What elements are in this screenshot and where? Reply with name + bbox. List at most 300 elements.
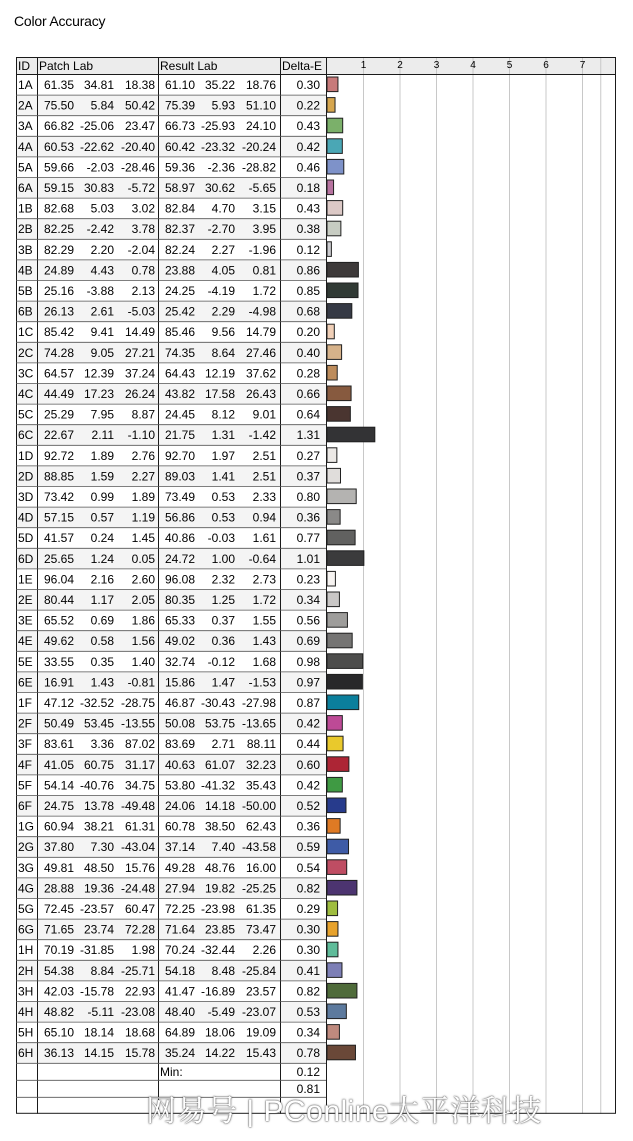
cell-delta-e: 0.30 [296,922,320,937]
cell-delta-e: 0.43 [296,119,320,134]
cell-id: 5H [18,1025,34,1040]
cell-result-b: -1.53 [248,675,276,690]
delta-e-bar [327,592,339,607]
cell-result-b: -25.25 [241,881,276,896]
cell-result-b: 0.94 [252,510,276,525]
cell-result-l: 96.08 [164,572,195,587]
cell-delta-e: 0.38 [296,222,320,237]
cell-patch-a: 18.14 [83,1025,114,1040]
cell-patch-a: -2.03 [86,160,114,175]
delta-e-bar [327,942,338,957]
delta-e-bar [327,242,331,257]
cell-patch-a: 0.24 [90,531,114,546]
delta-e-bar [327,654,363,669]
cell-patch-a: 13.78 [83,799,114,813]
delta-e-bar [327,489,356,504]
cell-id: 2G [18,840,35,855]
cell-delta-e: 0.42 [296,139,320,154]
cell-patch-a: 2.20 [90,242,114,257]
cell-id: 5B [18,284,33,298]
cell-patch-a: 0.69 [90,613,114,628]
delta-e-bar [327,839,349,854]
cell-patch-l: 83.61 [43,737,74,752]
cell-patch-b: -28.75 [120,696,155,710]
cell-patch-b: 0.78 [131,263,155,278]
cell-patch-a: 2.11 [91,428,114,443]
cell-patch-a: -15.78 [79,984,114,999]
delta-e-bar [327,695,359,710]
cell-delta-e: 0.29 [296,902,320,916]
cell-delta-e: 0.30 [296,943,320,958]
cell-patch-a: -22.62 [79,139,114,154]
delta-e-bar [327,304,352,319]
delta-e-bar [327,510,340,525]
cell-patch-a: 60.75 [83,757,114,772]
delta-e-bar [327,716,342,731]
delta-e-bar [327,159,344,174]
cell-id: 2E [18,593,33,607]
delta-e-bar [327,963,342,978]
delta-e-bar [327,77,338,92]
column-header: Result Lab [160,59,218,73]
cell-patch-b: 2.60 [131,572,155,587]
cell-patch-a: 1.89 [90,448,114,463]
chart-title: Color Accuracy [14,13,106,29]
delta-e-bar [327,674,362,689]
cell-id: 4G [18,881,35,896]
cell-result-l: 73.49 [164,490,195,504]
cell-id: 6C [18,428,34,443]
cell-patch-a: -31.85 [79,943,114,958]
cell-id: 3D [18,490,34,504]
delta-e-bar [327,983,357,998]
cell-result-a: 38.50 [204,819,235,834]
cell-result-a: -5.49 [207,1005,235,1019]
cell-result-l: 27.94 [164,881,195,896]
cell-id: 6A [18,181,33,195]
cell-result-a: -0.12 [207,654,235,669]
cell-result-l: 40.63 [164,757,195,772]
cell-result-b: -43.58 [241,840,276,855]
cell-patch-a: -23.57 [79,902,114,916]
cell-id: 1B [18,201,33,216]
cell-result-b: 2.26 [252,943,276,958]
cell-result-b: 9.01 [252,407,276,422]
cell-id: 4B [18,263,33,278]
cell-patch-a: 2.16 [90,572,114,587]
cell-delta-e: 0.60 [296,757,320,772]
cell-result-b: -4.98 [248,304,276,319]
delta-e-bar [327,757,349,772]
cell-delta-e: 0.53 [296,1005,320,1019]
cell-delta-e: 0.66 [296,387,320,401]
cell-result-a: -41.32 [200,778,235,793]
cell-patch-b: 31.17 [124,757,155,772]
cell-result-a: 2.29 [211,304,235,319]
cell-result-a: 1.41 [211,469,235,484]
cell-delta-e: 0.56 [296,613,320,628]
cell-result-b: 2.33 [252,490,276,504]
cell-result-a: 8.48 [211,963,235,978]
delta-e-bar [327,386,351,401]
cell-delta-e: 0.40 [296,345,320,360]
cell-delta-e: 0.23 [296,572,320,587]
cell-result-l: 40.86 [164,531,195,546]
cell-result-b: -25.84 [241,963,276,978]
cell-result-l: 21.75 [164,428,195,443]
cell-result-l: 64.43 [164,366,195,381]
delta-e-bar [327,613,347,628]
cell-patch-l: 59.66 [43,160,74,175]
cell-result-b: 1.43 [252,634,276,649]
cell-delta-e: 0.97 [296,675,320,690]
cell-patch-a: 19.36 [83,881,114,896]
cell-patch-b: 1.56 [131,634,155,649]
cell-result-b: 2.51 [252,469,276,484]
delta-e-bar [327,283,358,298]
delta-e-bar [327,345,342,360]
axis-tick-label: 6 [543,60,549,71]
delta-e-bar [327,1025,339,1040]
cell-delta-e: 0.87 [296,696,320,710]
cell-patch-l: 44.49 [43,387,74,401]
cell-result-a: 14.18 [204,799,235,813]
cell-patch-l: 88.85 [43,469,74,484]
cell-result-a: 0.53 [211,490,235,504]
cell-result-a: 61.07 [204,757,235,772]
cell-result-l: 46.87 [164,696,195,710]
cell-patch-b: 2.05 [131,593,155,607]
cell-id: 3E [18,613,33,628]
column-header: ID [18,59,30,73]
cell-patch-a: 2.61 [90,304,114,319]
cell-patch-a: 30.83 [83,181,114,195]
cell-patch-b: 37.24 [124,366,155,381]
cell-delta-e: 0.52 [296,799,320,813]
cell-delta-e: 0.20 [296,325,320,340]
cell-patch-a: 4.43 [90,263,114,278]
cell-result-l: 43.82 [164,387,195,401]
cell-id: 4E [18,634,33,649]
cell-result-l: 75.39 [164,98,195,113]
cell-patch-a: 1.59 [90,469,114,484]
cell-patch-l: 36.13 [43,1046,74,1061]
cell-id: 6H [18,1046,34,1061]
cell-id: 1C [18,325,34,340]
cell-result-l: 15.86 [164,675,195,690]
cell-patch-a: 0.57 [90,510,114,525]
cell-result-b: 15.43 [245,1046,276,1061]
cell-patch-l: 22.67 [43,428,74,443]
cell-patch-l: 41.57 [43,531,74,546]
cell-patch-l: 70.19 [43,943,74,958]
cell-id: 2F [18,716,33,731]
delta-e-bar [327,201,343,216]
watermark: 网易号 | PConline太平洋科技 [146,1095,542,1128]
cell-id: 2C [18,345,34,360]
cell-result-b: -50.00 [241,799,276,813]
cell-patch-l: 49.62 [43,634,74,649]
cell-result-l: 59.36 [164,160,195,175]
cell-result-l: 82.37 [164,222,195,237]
axis-tick-label: 3 [433,60,440,71]
cell-result-a: -23.98 [200,902,235,916]
cell-result-a: 8.12 [211,407,235,422]
cell-result-l: 49.02 [164,634,195,649]
cell-patch-a: 9.05 [90,345,114,360]
cell-result-a: 7.40 [211,840,235,855]
cell-patch-b: 15.78 [124,1046,155,1061]
cell-result-b: 1.55 [252,613,276,628]
axis-tick-label: 2 [397,60,403,71]
cell-result-l: 82.24 [164,242,195,257]
cell-patch-l: 50.49 [43,716,74,731]
cell-result-b: 14.79 [245,325,276,340]
cell-result-l: 50.08 [164,716,195,731]
cell-id: 5C [18,407,34,422]
cell-patch-b: 72.28 [124,922,155,937]
cell-patch-l: 82.25 [43,222,74,237]
cell-result-a: 9.56 [211,325,235,340]
cell-delta-e: 0.82 [296,984,320,999]
cell-patch-b: -2.04 [127,242,155,257]
cell-patch-l: 25.65 [43,551,74,566]
cell-result-l: 80.35 [164,593,195,607]
cell-delta-e: 1.31 [296,428,320,443]
cell-result-l: 71.64 [164,922,195,937]
cell-id: 3H [18,984,34,999]
cell-patch-l: 65.52 [43,613,74,628]
cell-patch-a: 8.84 [90,963,114,978]
cell-result-a: -4.19 [207,284,235,298]
cell-patch-b: 23.47 [124,119,155,134]
cell-result-l: 49.28 [164,860,195,875]
cell-result-a: -2.70 [207,222,235,237]
cell-result-l: 66.73 [164,119,195,134]
axis-tick-label: 5 [506,60,513,71]
cell-patch-a: 5.84 [90,98,114,113]
cell-result-a: -30.43 [200,696,235,710]
cell-result-b: 1.72 [252,593,276,607]
cell-patch-b: -24.48 [120,881,155,896]
cell-patch-a: -32.52 [79,696,114,710]
cell-patch-b: 3.02 [131,201,155,216]
cell-patch-b: 1.98 [131,943,155,958]
cell-delta-e: 0.18 [296,181,320,195]
cell-result-l: 72.25 [164,902,195,916]
cell-delta-e: 0.80 [296,490,320,504]
cell-patch-b: -43.04 [120,840,155,855]
cell-result-l: 61.10 [164,78,195,92]
cell-patch-a: 1.24 [90,551,114,566]
cell-patch-a: 0.99 [90,490,114,504]
cell-result-l: 41.47 [164,984,195,999]
cell-patch-b: -25.71 [120,963,155,978]
cell-result-a: 0.36 [211,634,235,649]
cell-result-b: -1.42 [248,428,276,443]
cell-delta-e: 0.22 [296,98,320,113]
cell-patch-l: 48.82 [43,1005,74,1019]
summary-value: 0.81 [296,1081,320,1096]
cell-result-l: 35.24 [164,1046,195,1061]
cell-patch-b: 26.24 [124,387,155,401]
delta-e-bar [327,901,338,916]
delta-e-bar [327,407,350,422]
cell-result-l: 23.88 [164,263,195,278]
cell-patch-b: 1.86 [131,613,155,628]
delta-e-bar [327,139,342,154]
summary-label: Min: [160,1064,183,1079]
cell-patch-a: 17.23 [83,387,114,401]
delta-e-bar [327,427,375,442]
cell-patch-b: 2.13 [131,284,155,298]
cell-result-b: -5.65 [248,181,276,195]
cell-id: 2A [18,98,33,113]
delta-e-bar [327,880,357,895]
axis-tick-label: 7 [579,60,586,71]
cell-result-a: -32.44 [200,943,235,958]
cell-result-l: 24.06 [164,799,195,813]
cell-patch-l: 65.10 [43,1025,74,1040]
cell-patch-b: 0.05 [131,551,155,566]
cell-result-l: 24.72 [164,551,195,566]
cell-result-b: -20.24 [241,139,276,154]
cell-result-a: 1.25 [211,593,235,607]
cell-id: 5F [18,778,33,793]
cell-id: 6E [18,675,33,690]
cell-patch-l: 75.50 [43,98,74,113]
cell-result-l: 37.14 [164,840,195,855]
delta-e-bar [327,922,338,937]
cell-delta-e: 0.36 [296,819,320,834]
cell-patch-l: 57.15 [43,510,74,525]
cell-patch-b: 15.76 [124,860,155,875]
cell-result-b: 19.09 [245,1025,276,1040]
cell-patch-b: -23.08 [120,1005,155,1019]
cell-result-l: 65.33 [164,613,195,628]
cell-id: 2B [18,222,33,237]
cell-delta-e: 0.78 [296,1046,320,1061]
cell-result-b: -23.07 [241,1005,276,1019]
cell-id: 5G [18,902,35,916]
cell-patch-l: 96.04 [43,572,74,587]
cell-patch-b: 14.49 [124,325,155,340]
cell-result-b: 1.72 [252,284,276,298]
cell-patch-b: 87.02 [124,737,155,752]
cell-id: 6B [18,304,33,319]
cell-patch-l: 92.72 [43,448,74,463]
cell-patch-a: -5.11 [87,1005,114,1019]
column-header: Delta-E [282,59,323,73]
cell-result-a: 14.22 [204,1046,235,1061]
cell-result-a: 53.75 [204,716,235,731]
column-header: Patch Lab [39,59,94,73]
cell-patch-a: -40.76 [79,778,114,793]
cell-result-a: 5.93 [211,98,235,113]
cell-patch-l: 59.15 [43,181,74,195]
cell-id: 1F [18,696,33,710]
cell-patch-b: -0.81 [127,675,155,690]
delta-e-bar [327,1045,355,1060]
cell-result-a: 35.22 [204,78,235,92]
cell-id: 1D [18,448,34,463]
cell-patch-b: 1.45 [131,531,155,546]
cell-patch-b: 60.47 [124,902,155,916]
cell-result-b: 26.43 [245,387,276,401]
cell-patch-b: -5.03 [127,304,155,319]
cell-patch-a: 0.35 [90,654,114,669]
cell-id: 6D [18,551,34,566]
cell-result-l: 82.84 [164,201,195,216]
cell-result-l: 53.80 [164,778,195,793]
cell-delta-e: 0.42 [296,778,320,793]
cell-patch-l: 24.75 [43,799,74,813]
cell-patch-b: 22.93 [124,984,155,999]
cell-result-a: 4.70 [211,201,235,216]
cell-patch-l: 66.82 [43,119,74,134]
cell-patch-l: 73.42 [43,490,74,504]
cell-result-a: 4.05 [211,263,235,278]
cell-result-b: 61.35 [245,902,276,916]
cell-result-a: -23.32 [200,139,235,154]
cell-patch-a: 1.17 [90,593,114,607]
cell-patch-l: 33.55 [43,654,74,669]
bar-layer [327,77,375,1060]
cell-result-a: 0.53 [211,510,235,525]
cell-patch-l: 49.81 [43,860,74,875]
cell-result-b: 1.68 [252,654,276,669]
cell-result-l: 24.45 [164,407,195,422]
cell-patch-l: 28.88 [43,881,74,896]
cell-id: 4A [18,139,33,154]
cell-patch-a: 53.45 [83,716,114,731]
cell-result-a: 1.31 [211,428,235,443]
cell-patch-b: -20.40 [120,139,155,154]
cell-result-b: 1.61 [252,531,276,546]
cell-result-a: 12.19 [204,366,235,381]
cell-id: 1H [18,943,34,958]
cell-result-b: 73.47 [245,922,276,937]
cell-delta-e: 0.30 [296,78,320,92]
delta-e-bar [327,262,358,277]
cell-result-b: -27.98 [241,696,276,710]
cell-result-a: -25.93 [200,119,235,134]
axis-tick-label: 1 [360,60,367,71]
cell-patch-a: 7.30 [90,840,114,855]
cell-patch-b: 27.21 [124,345,155,360]
cell-delta-e: 0.59 [296,840,320,855]
cell-result-b: 3.95 [252,222,276,237]
delta-e-bar [327,468,341,483]
cell-result-l: 24.25 [164,284,195,298]
cell-result-l: 32.74 [164,654,195,669]
cell-result-l: 74.35 [164,345,195,360]
cell-patch-l: 41.05 [43,757,74,772]
cell-delta-e: 0.68 [296,304,320,319]
cell-patch-a: -25.06 [79,119,114,134]
cell-id: 4D [18,510,34,525]
cell-delta-e: 0.85 [296,284,320,298]
cell-delta-e: 0.34 [296,1025,320,1040]
cell-id: 4H [18,1005,34,1019]
cell-result-b: 24.10 [245,119,276,134]
cell-result-b: 88.11 [246,737,276,752]
cell-patch-l: 47.12 [43,696,74,710]
cell-patch-l: 72.45 [43,902,74,916]
cell-result-a: 1.97 [211,448,235,463]
cell-result-l: 70.24 [164,943,195,958]
cell-patch-l: 82.68 [43,201,74,216]
